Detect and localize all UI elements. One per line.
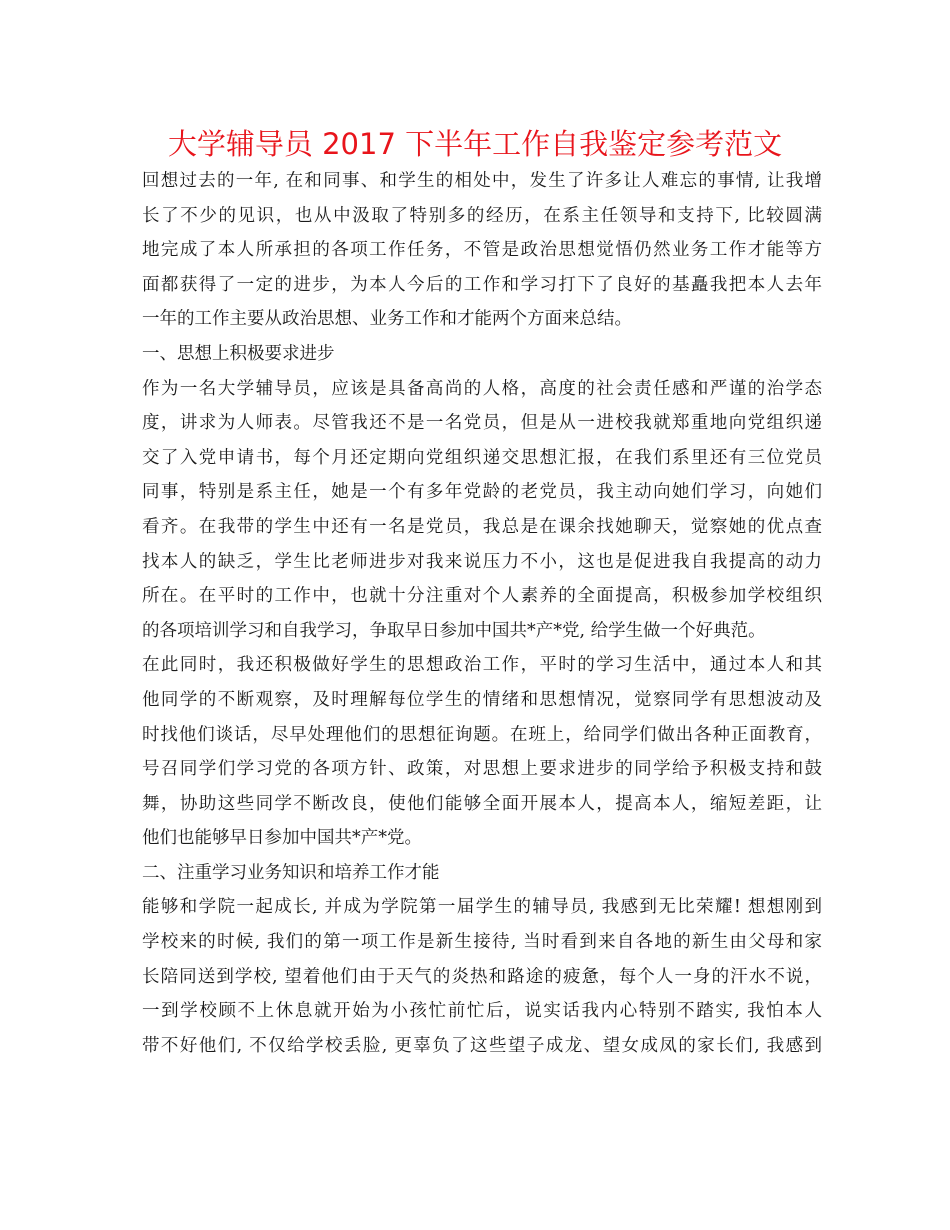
paragraph-line: 看齐。在我带的学生中还有一名是党员，我总是在课余找她聊天，觉察她的优点查 — [142, 516, 822, 537]
section-heading: 一、思想上积极要求进步 — [142, 343, 335, 364]
paragraph-line: 舞，协助这些同学不断改良，使他们能够全面开展本人，提高本人，缩短差距，让 — [142, 793, 822, 814]
paragraph-line: 号召同学们学习党的各项方针、政策，对思想上要求进步的同学给予积极支持和鼓 — [142, 759, 822, 780]
paragraph-line: 作为一名大学辅导员，应该是具备高尚的人格，高度的社会责任感和严谨的治学态 — [142, 378, 822, 399]
document-body — [142, 164, 822, 1063]
paragraph-line: 他同学的不断观察，及时理解每位学生的情绪和思想情况，觉察同学有思想波动及 — [142, 689, 822, 710]
paragraph-line: 一年的工作主要从政治思想、业务工作和才能两个方面来总结。 — [142, 309, 632, 330]
paragraph-line: 长陪同送到学校, 望着他们由于天气的炎热和路途的疲惫，每个人一身的汗水不说， — [142, 966, 822, 987]
paragraph-line: 能够和学院一起成长, 并成为学院第一届学生的辅导员, 我感到无比荣耀! 想想刚到 — [142, 897, 822, 918]
paragraph-line: 度，讲求为人师表。尽管我还不是一名党员，但是从一进校我就郑重地向党组织递 — [142, 413, 822, 434]
paragraph-line: 长了不少的见识，也从中汲取了特别多的经历，在系主任领导和支持下, 比较圆满 — [142, 205, 822, 226]
paragraph-line: 找本人的缺乏，学生比老师进步对我来说压力不小，这也是促进我自我提高的动力 — [142, 551, 822, 572]
paragraph-line: 地完成了本人所承担的各项工作任务，不管是政治思想觉悟仍然业务工作才能等方 — [142, 240, 822, 261]
paragraph-line: 回想过去的一年, 在和同事、和学生的相处中，发生了许多让人难忘的事情, 让我增 — [142, 171, 822, 191]
paragraph-line: 带不好他们, 不仅给学校丢脸, 更辜负了这些望子成龙、望女成凤的家长们, 我感到 — [142, 1035, 822, 1056]
document-title: 大学辅导员 2017 下半年工作自我鉴定参考范文 — [167, 127, 783, 161]
paragraph-line: 学校来的时候, 我们的第一项工作是新生接待, 当时看到来自各地的新生由父母和家 — [142, 932, 822, 953]
paragraph-line: 在此同时，我还积极做好学生的思想政治工作，平时的学习生活中，通过本人和其 — [142, 655, 822, 676]
paragraph-line: 的各项培训学习和自我学习，争取早日参加中国共*产*党, 给学生做一个好典范。 — [142, 620, 766, 641]
paragraph-line: 所在。在平时的工作中，也就十分注重对个人素养的全面提高，积极参加学校组织 — [142, 586, 822, 607]
paragraph-line: 他们也能够早日参加中国共*产*党。 — [142, 828, 422, 849]
paragraph-line: 面都获得了一定的进步，为本人今后的工作和学习打下了良好的基矗我把本人去年 — [142, 274, 822, 295]
paragraph-line: 交了入党申请书，每个月还定期向党组织递交思想汇报，在我们系里还有三位党员 — [142, 447, 822, 468]
section-heading: 二、注重学习业务知识和培养工作才能 — [142, 862, 440, 883]
paragraph-line: 同事，特别是系主任，她是一个有多年党龄的老党员，我主动向她们学习，向她们 — [142, 482, 822, 503]
paragraph-line: 一到学校顾不上休息就开始为小孩忙前忙后，说实话我内心特别不踏实, 我怕本人 — [142, 1001, 822, 1022]
paragraph-line: 时找他们谈话，尽早处理他们的思想征询题。在班上，给同学们做出各种正面教育， — [142, 724, 822, 745]
